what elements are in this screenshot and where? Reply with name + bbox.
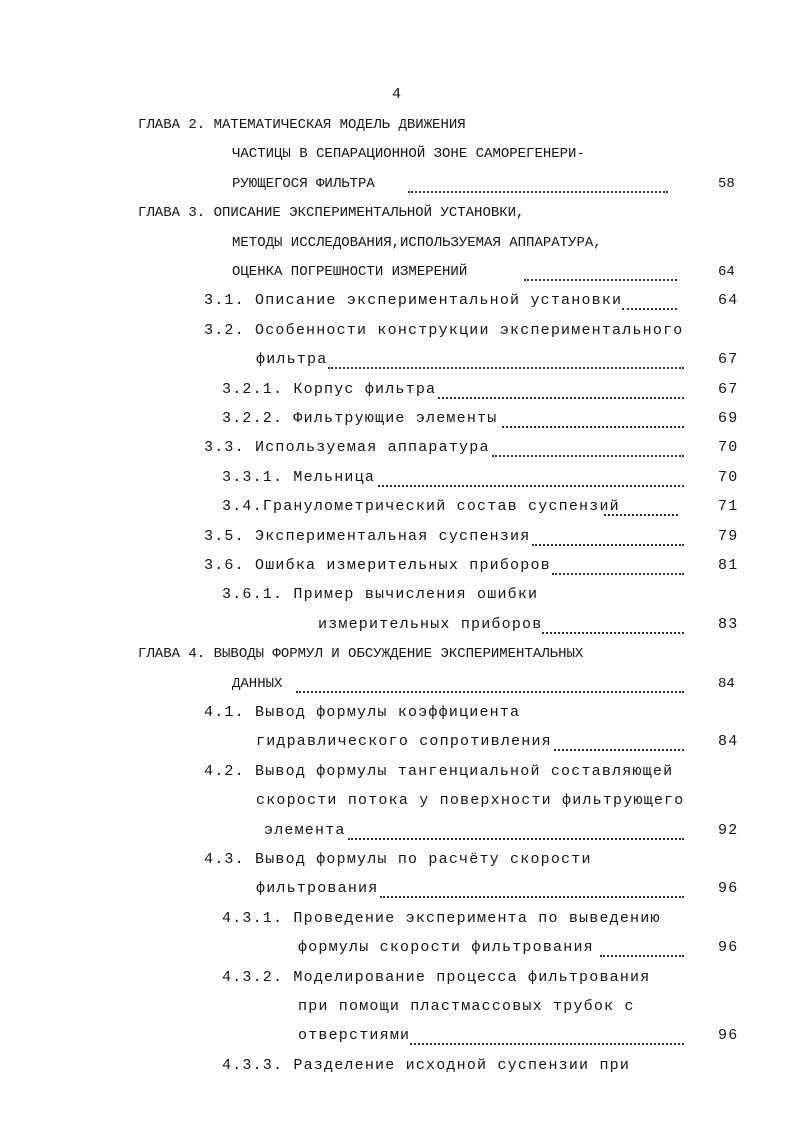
toc-line [204, 702, 554, 724]
toc-line: фильтрования 96 [256, 878, 718, 900]
toc-line-text: гидравлического сопротивления [256, 733, 552, 750]
toc-line [222, 908, 670, 930]
toc-line-text: 3.2.2. Фильтрующие элементы [222, 410, 498, 427]
toc-line: фильтра 67 [256, 349, 718, 371]
leader-dots [328, 355, 684, 369]
toc-line-text: формулы скорости фильтрования [298, 939, 594, 956]
leader-dots [410, 1031, 684, 1045]
toc-line-text: отверстиями [298, 1027, 411, 1044]
toc-line [204, 320, 690, 342]
toc-line: 3.4.Гранулометрический состав суспензий 71 [222, 496, 718, 518]
toc-line-text: элемента [264, 822, 346, 839]
toc-line-text: при помощи пластмассовых трубок с [298, 998, 635, 1015]
toc-line: ДАННЫХ 84 [232, 673, 718, 695]
toc-line [222, 967, 662, 989]
toc-line: отверстиями 96 [298, 1025, 718, 1047]
toc-line-text: 3.1. Описание экспериментальной установки [204, 292, 623, 309]
leader-dots [492, 443, 684, 457]
leader-dots [380, 884, 684, 898]
toc-line-text: ГЛАВА 2. МАТЕМАТИЧЕСКАЯ МОДЕЛЬ ДВИЖЕНИЯ [138, 117, 466, 133]
leader-dots [552, 561, 684, 575]
toc-line [256, 790, 690, 812]
toc-line-text: ЧАСТИЦЫ В СЕПАРАЦИОННОЙ ЗОНЕ САМОРЕГЕНЕРИ- [232, 146, 585, 162]
toc-line-text: ГЛАВА 4. ВЫВОДЫ ФОРМУЛ И ОБСУЖДЕНИЕ ЭКСПЕРИМЕНТАЛЬНЫХ [138, 646, 584, 662]
toc-line-text: 4.2. Вывод формулы тангенциальной составляющей [204, 763, 674, 780]
toc-line: ОЦЕНКА ПОГРЕШНОСТИ ИЗМЕРЕНИЙ 64 [232, 261, 718, 283]
leader-dots [502, 414, 684, 428]
toc-line-text: 3.2.1. Корпус фильтра [222, 381, 437, 398]
leader-dots [378, 473, 684, 487]
toc-line: 3.3.1. Мельница 70 [222, 467, 718, 489]
toc-line-text: МЕТОДЫ ИССЛЕДОВАНИЯ,ИСПОЛЬЗУЕМАЯ АППАРАТУРА, [232, 235, 602, 251]
toc-line: 3.6. Ошибка измерительных приборов 81 [204, 555, 718, 577]
leader-dots [600, 943, 684, 957]
toc-line: 3.5. Экспериментальная суспензия 79 [204, 526, 718, 548]
toc-line [232, 232, 684, 254]
toc-line: измерительных приборов 83 [318, 614, 718, 636]
toc-line: 3.2.1. Корпус фильтра 67 [222, 379, 718, 401]
toc-line-text: ОЦЕНКА ПОГРЕШНОСТИ ИЗМЕРЕНИЙ [232, 264, 468, 280]
leader-dots [604, 502, 678, 516]
toc-line: гидравлического сопротивления 84 [256, 731, 718, 753]
toc-line-text: 3.2. Особенности конструкции экспериментального [204, 322, 684, 339]
leader-dots [554, 737, 684, 751]
leader-dots [532, 532, 684, 546]
toc-line [222, 1055, 642, 1077]
leader-dots [542, 620, 684, 634]
toc-line [138, 643, 690, 665]
toc-line [298, 996, 642, 1018]
toc-line [232, 143, 666, 165]
toc-line [138, 202, 610, 224]
toc-line-text: измерительных приборов [318, 616, 543, 633]
leader-dots [622, 296, 677, 310]
toc-line-text: ГЛАВА 3. ОПИСАНИЕ ЭКСПЕРИМЕНТАЛЬНОЙ УСТАНОВКИ, [138, 205, 525, 221]
toc-line: 3.1. Описание экспериментальной установки 64 [204, 290, 718, 312]
toc-line [222, 584, 562, 606]
leader-dots [408, 179, 668, 193]
toc-line: формулы скорости фильтрования 96 [298, 937, 718, 959]
toc-line: 3.2.2. Фильтрующие элементы 69 [222, 408, 718, 430]
toc-line-text: 3.6. Ошибка измерительных приборов [204, 557, 551, 574]
toc-line-text: 3.3.1. Мельница [222, 469, 376, 486]
toc-line [138, 114, 542, 136]
leader-dots [296, 679, 684, 693]
toc-line-text: 4.3.3. Разделение исходной суспензии при [222, 1057, 631, 1074]
page-number: 4 [391, 86, 401, 103]
toc-line-text: 3.3. Используемая аппаратура [204, 439, 490, 456]
toc-line-text: фильтрования [256, 880, 379, 897]
leader-dots [348, 826, 684, 840]
toc-line-text: 4.1. Вывод формулы коэффициента [204, 704, 521, 721]
toc-line-text: ДАННЫХ [232, 676, 283, 692]
toc-line-text: скорости потока у поверхности фильтрующего [256, 792, 685, 809]
toc-line-text: 3.5. Экспериментальная суспензия [204, 528, 531, 545]
toc-line-text: фильтра [256, 351, 328, 368]
toc-line-text: 3.6.1. Пример вычисления ошибки [222, 586, 539, 603]
leader-dots [438, 385, 684, 399]
toc-line-text: 3.4.Гранулометрический состав суспензий [222, 498, 620, 515]
toc-line-text: РУЮЩЕГОСЯ ФИЛЬТРА [232, 176, 375, 192]
toc-line [204, 849, 624, 871]
toc-line-text: 4.3.2. Моделирование процесса фильтрования [222, 969, 651, 986]
toc-line: 3.3. Используемая аппаратура 70 [204, 437, 718, 459]
toc-line: РУЮЩЕГОСЯ ФИЛЬТРА 58 [232, 173, 718, 195]
toc-line-text: 4.3. Вывод формулы по расчёту скорости [204, 851, 592, 868]
toc-line-text: 4.3.1. Проведение эксперимента по выведению [222, 910, 661, 927]
toc-line: элемента 92 [264, 820, 718, 842]
toc-line [204, 761, 680, 783]
leader-dots [524, 267, 677, 281]
